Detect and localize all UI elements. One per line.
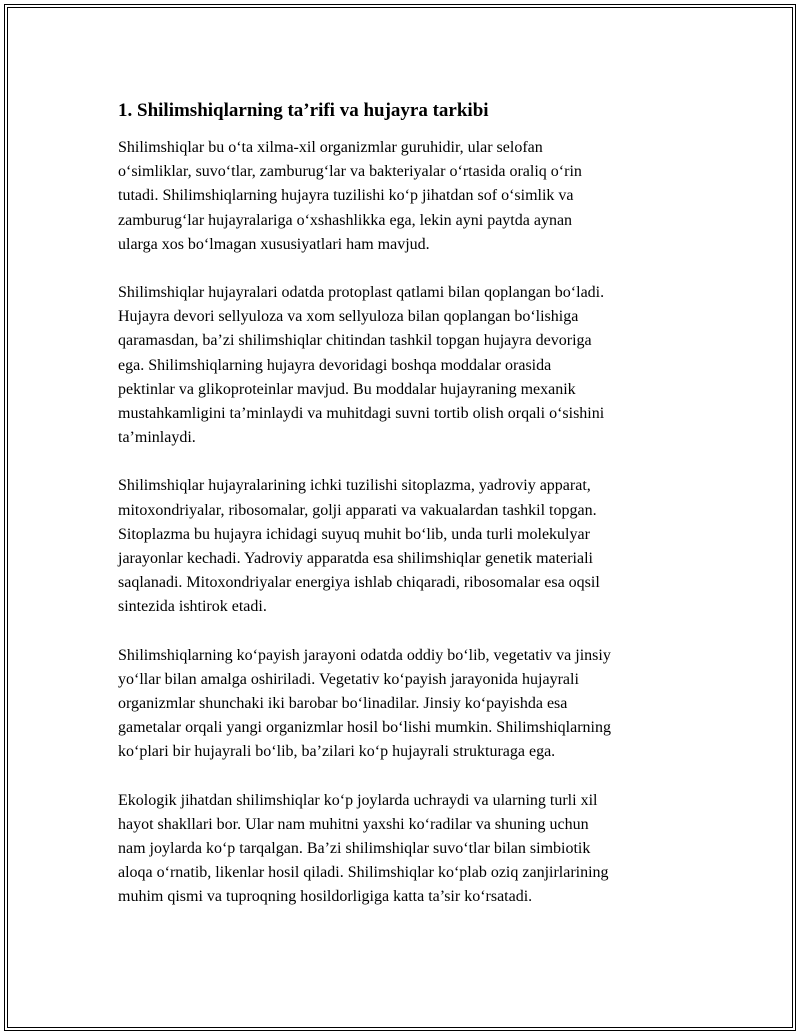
paragraph-line: pektinlar va glikoproteinlar mavjud. Bu moddalar hujayraning mexanik (118, 380, 576, 398)
paragraph-line: gametalar orqali yangi organizmlar hosil bo‘lishi mumkin. Shilimshiqlarning (118, 719, 611, 737)
paragraph-line: Hujayra devori sellyuloza va xom sellyuloza bilan qoplangan bo‘lishiga (118, 308, 579, 326)
paragraph-line: muhim qismi va tuproqning hosildorligiga katta ta’sir ko‘rsatadi. (118, 888, 533, 906)
paragraph-line: yo‘llar bilan amalga oshiriladi. Vegetativ ko‘payish jarayonida hujayrali (118, 670, 579, 688)
paragraph-3 (118, 474, 698, 619)
paragraph-line: ko‘plari bir hujayrali bo‘lib, ba’zilari ko‘p hujayrali strukturaga ega. (118, 743, 556, 761)
section-heading: 1. Shilimshiqlarning ta’rifi va hujayra tarkibi (118, 100, 489, 121)
paragraph-line: ularga xos bo‘lmagan xususiyatlari ham mavjud. (118, 235, 430, 253)
paragraph-line: qaramasdan, ba’zi shilimshiqlar chitindan tashkil topgan hujayra devoriga (118, 332, 592, 350)
page-frame (4, 4, 796, 1031)
paragraph-line: saqlanadi. Mitoxondriyalar energiya ishlab chiqaradi, ribosomalar esa oqsil (118, 574, 600, 592)
paragraph-line: Ekologik jihatdan shilimshiqlar ko‘p joylarda uchraydi va ularning turli xil (118, 791, 598, 809)
paragraph-2 (118, 281, 698, 450)
paragraph-5 (118, 789, 698, 910)
paragraph-line: Shilimshiqlarning ko‘payish jarayoni odatda oddiy bo‘lib, vegetativ va jinsiy (118, 646, 611, 664)
paragraph-line: mustahkamligini ta’minlaydi va muhitdagi suvni tortib olish orqali o‘sishini (118, 405, 605, 423)
paragraph-line: aloqa o‘rnatib, likenlar hosil qiladi. Shilimshiqlar ko‘plab oziq zanjirlarining (118, 864, 609, 882)
document-body (118, 98, 698, 934)
paragraph-line: tutadi. Shilimshiqlarning hujayra tuzilishi ko‘p jihatdan sof o‘simlik va (118, 187, 574, 205)
paragraph-line: sintezida ishtirok etadi. (118, 598, 267, 616)
paragraph-line: nam joylarda ko‘p tarqalgan. Ba’zi shilimshiqlar suvo‘tlar bilan simbiotik (118, 840, 591, 858)
paragraph-4 (118, 644, 698, 765)
paragraph-line: ta’minlaydi. (118, 429, 196, 447)
paragraph-line: Shilimshiqlar bu o‘ta xilma-xil organizmlar guruhidir, ular selofan (118, 139, 543, 156)
paragraph-line: o‘simliklar, suvo‘tlar, zamburug‘lar va bakteriyalar o‘rtasida oraliq o‘rin (118, 163, 582, 181)
paragraph-line: Sitoplazma bu hujayra ichidagi suyuq muhit bo‘lib, unda turli molekulyar (118, 525, 590, 543)
paragraph-line: Shilimshiqlar hujayralari odatda protoplast qatlami bilan qoplangan bo‘ladi. (118, 284, 605, 302)
paragraph-line: hayot shakllari bor. Ular nam muhitni yaxshi ko‘radilar va shuning uchun (118, 815, 589, 833)
paragraph-line: Shilimshiqlar hujayralarining ichki tuzilishi sitoplazma, yadroviy apparat, (118, 477, 591, 495)
paragraph-line: zamburug‘lar hujayralariga o‘xshashlikka ega, lekin ayni paytda aynan (118, 211, 573, 229)
paragraph-line: organizmlar shunchaki iki barobar bo‘linadilar. Jinsiy ko‘payishda esa (118, 695, 568, 713)
paragraph-line: ega. Shilimshiqlarning hujayra devoridagi boshqa moddalar orasida (118, 356, 552, 374)
paragraph-1 (118, 136, 698, 257)
paragraph-line: jarayonlar kechadi. Yadroviy apparatda esa shilimshiqlar genetik materiali (118, 550, 593, 568)
paragraph-line: mitoxondriyalar, ribosomalar, golji apparati va vakualardan tashkil topgan. (118, 501, 597, 519)
